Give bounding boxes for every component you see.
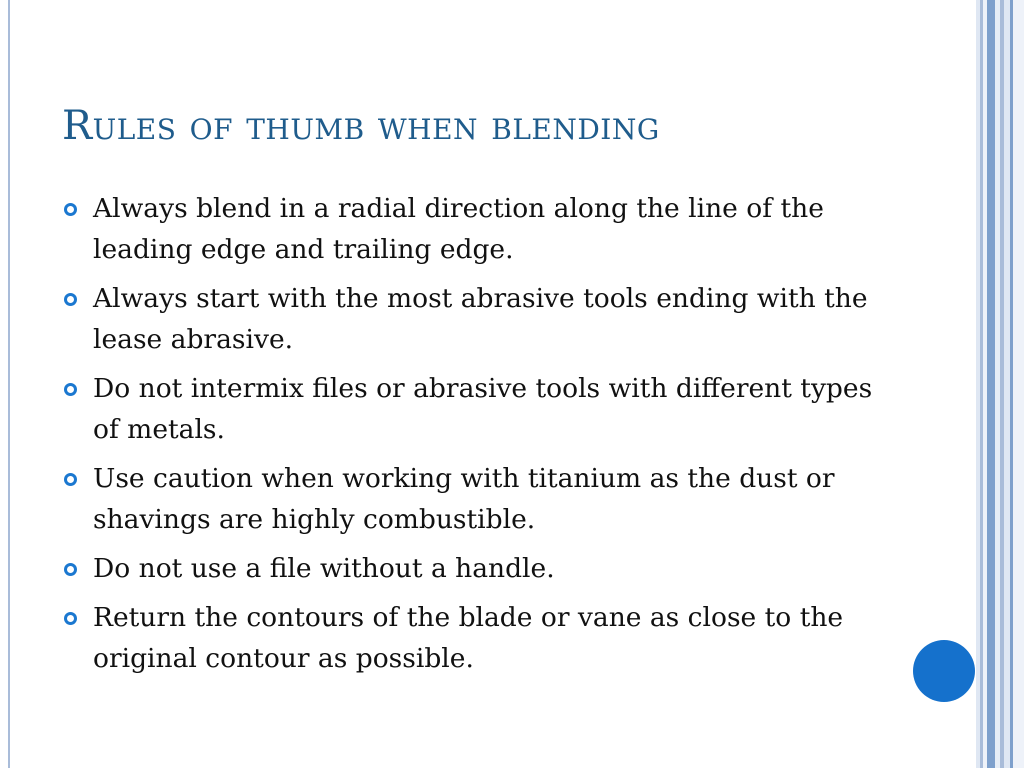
ring-bullet-icon [64,203,77,216]
decorative-circle-icon [913,640,975,702]
bullet-item [62,188,874,270]
bullet-text: Always start with the most abrasive tools ending with the lease abrasive. [93,283,868,355]
bullet-item [62,368,874,450]
bullet-text: Use caution when working with titanium as the dust or shavings are highly combustible. [93,463,835,535]
bullet-text: Always blend in a radial direction along the line of the leading edge and trailing edge. [93,193,824,265]
bullet-text: Return the contours of the blade or vane as close to the original contour as possible. [93,602,844,674]
bullet-text: Do not intermix files or abrasive tools with different types of metals. [93,373,873,445]
bullet-list [62,188,874,687]
bullet-item [62,548,874,589]
left-border-line [8,0,10,768]
ring-bullet-icon [64,293,77,306]
right-decorative-stripes [976,0,1024,768]
ring-bullet-icon [64,612,77,625]
ring-bullet-icon [64,473,77,486]
ring-bullet-icon [64,383,77,396]
bullet-item [62,597,874,679]
slide-title: Rules of thumb when blending [62,103,660,149]
bullet-text: Do not use a file without a handle. [93,553,555,584]
bullet-item [62,278,874,360]
bullet-item [62,458,874,540]
ring-bullet-icon [64,563,77,576]
